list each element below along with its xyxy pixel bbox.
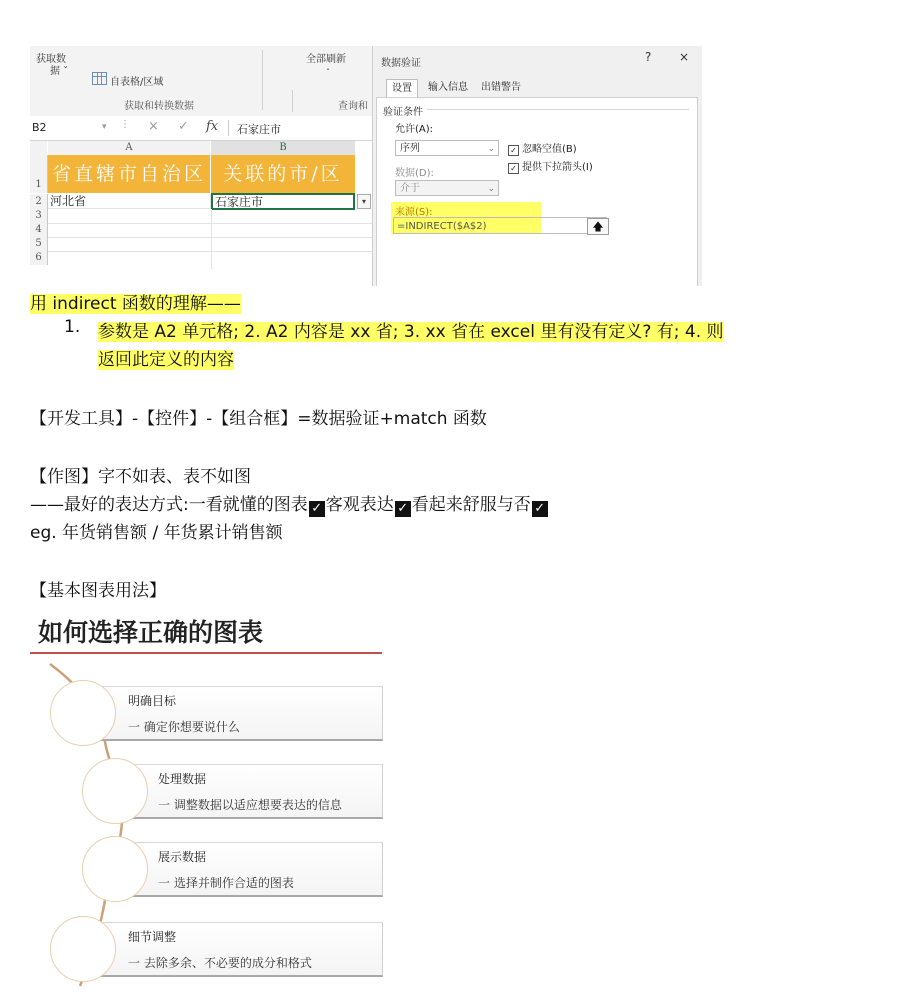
- excel-screenshot: [30, 46, 702, 286]
- enter-icon[interactable]: ✓: [178, 119, 189, 134]
- settings-panel: [376, 97, 698, 286]
- name-box[interactable]: B2: [32, 121, 47, 134]
- row-header-4[interactable]: 4: [30, 223, 48, 237]
- worksheet-grid: [30, 141, 372, 286]
- data-select-value: 介于: [400, 183, 420, 194]
- from-table-button[interactable]: 自表格/区域: [110, 77, 164, 88]
- close-icon[interactable]: ×: [679, 50, 690, 64]
- source-input[interactable]: [393, 217, 607, 234]
- table-icon: [92, 72, 107, 85]
- guide-title: 如何选择正确的图表: [38, 618, 264, 647]
- ignore-blank-label: 忽略空值(B): [522, 144, 577, 155]
- column-header-a[interactable]: A: [48, 141, 210, 156]
- criteria-label: 验证条件: [383, 107, 423, 118]
- chart-guide-steps: [30, 660, 382, 990]
- basic-usage-note: 【基本图表用法】: [30, 581, 166, 601]
- guide-title-rule: [30, 652, 382, 654]
- checkmark-icon: ✓: [532, 501, 548, 517]
- source-label: 来源(S):: [395, 207, 433, 218]
- cell-dropdown-icon[interactable]: ▾: [357, 194, 371, 209]
- gridline: [48, 237, 372, 238]
- row-header-3[interactable]: 3: [30, 209, 48, 223]
- step-4-title: 细节调整: [128, 930, 177, 944]
- data-select: [395, 180, 499, 196]
- data-validation-dialog: [372, 46, 702, 286]
- row-header-1[interactable]: 1: [30, 155, 48, 193]
- indirect-title-text: 用 indirect 函数的理解——: [30, 294, 241, 314]
- step-3-subtitle: 一 选择并制作合适的图表: [158, 876, 294, 890]
- indirect-line-1: [98, 317, 724, 342]
- formula-bar: [30, 116, 372, 141]
- step-circle-2: [82, 758, 148, 824]
- indirect-line-2-text: 返回此定义的内容: [98, 350, 234, 370]
- tab-settings[interactable]: 设置: [386, 79, 418, 98]
- allow-select-value: 序列: [400, 143, 420, 154]
- tab-input-message[interactable]: 输入信息: [428, 82, 468, 93]
- cell-b2[interactable]: 石家庄市: [211, 193, 355, 210]
- collapse-dialog-icon[interactable]: 🡅: [587, 218, 609, 235]
- cell-b1[interactable]: 关联的市/区: [211, 155, 356, 193]
- checkbox-checked-icon: ✓: [508, 163, 519, 174]
- formula-divider: [228, 120, 229, 136]
- row-header-6[interactable]: 6: [30, 251, 48, 265]
- chart-header-note: 【作图】字不如表、表不如图: [30, 467, 251, 487]
- excel-ribbon: [30, 46, 372, 117]
- best-expression-part-2: 客观表达: [325, 495, 394, 515]
- tab-error-alert[interactable]: 出错警告: [481, 82, 521, 93]
- group-divider: [427, 109, 689, 110]
- gridline: [48, 223, 372, 224]
- step-circle-4: [50, 916, 116, 982]
- step-1-title: 明确目标: [128, 694, 177, 708]
- row-header-5[interactable]: 5: [30, 237, 48, 251]
- indirect-item-number: 1.: [64, 317, 81, 337]
- cell-a1[interactable]: 省直辖市自治区: [48, 155, 211, 193]
- step-1-subtitle: 一 确定你想要说什么: [128, 720, 240, 734]
- gridline: [48, 251, 372, 252]
- source-input-value: =INDIRECT($A$2): [397, 221, 487, 232]
- chevron-down-icon: ⌄: [487, 144, 495, 154]
- ribbon-divider: [292, 90, 293, 112]
- cancel-icon[interactable]: ×: [148, 119, 159, 134]
- step-4-subtitle: 一 去除多余、不必要的成分和格式: [128, 956, 312, 970]
- select-all-corner[interactable]: [30, 141, 47, 156]
- column-header-b[interactable]: B: [211, 141, 355, 157]
- help-icon[interactable]: ?: [645, 50, 652, 64]
- indirect-line-1-text: 参数是 A2 单元格; 2. A2 内容是 xx 省; 3. xx 省在 excel 里有没有定义? 有; 4. 则: [98, 322, 724, 342]
- ignore-blank-checkbox[interactable]: [508, 140, 577, 156]
- indirect-title: [30, 289, 241, 314]
- chevron-down-icon: ⌄: [487, 184, 495, 194]
- eg-note: eg. 年货销售额 / 年货累计销售额: [30, 523, 283, 543]
- combo-box-note: 【开发工具】-【控件】-【组合框】=数据验证+match 函数: [30, 409, 487, 429]
- allow-label: 允许(A):: [395, 124, 434, 135]
- get-data-button-label2[interactable]: 据 ˇ: [50, 66, 69, 77]
- checkmark-icon: ✓: [309, 501, 325, 517]
- cell-a2[interactable]: 河北省: [48, 194, 211, 209]
- dropdown-arrow-checkbox[interactable]: [508, 158, 593, 174]
- formula-value[interactable]: 石家庄市: [237, 123, 281, 136]
- dialog-title: 数据验证: [381, 58, 421, 69]
- step-2-title: 处理数据: [158, 772, 207, 786]
- refresh-dropdown-icon[interactable]: ˇ: [326, 68, 330, 77]
- group-get-transform-label: 获取和转换数据: [124, 101, 194, 112]
- query-group-label: 查询和: [338, 101, 368, 112]
- best-expression-part-1: ——最好的表达方式:一看就懂的图表: [30, 495, 308, 515]
- best-expression-part-3: 看起来舒服与否: [411, 495, 531, 515]
- step-circle-1: [50, 680, 116, 746]
- step-circle-3: [82, 836, 148, 902]
- row-header-2[interactable]: 2: [30, 194, 48, 209]
- checkbox-checked-icon: ✓: [508, 145, 519, 156]
- get-data-button[interactable]: 获取数: [36, 54, 66, 65]
- ribbon-divider: [262, 50, 263, 110]
- dropdown-arrow-label: 提供下拉箭头(I): [522, 162, 593, 173]
- indirect-line-2: [98, 345, 234, 370]
- name-box-dropdown-icon[interactable]: ▾: [102, 122, 107, 132]
- fx-icon[interactable]: fx: [206, 119, 219, 134]
- checkmark-icon: ✓: [395, 501, 411, 517]
- allow-select[interactable]: [395, 140, 499, 156]
- refresh-all-button[interactable]: 全部刷新: [306, 54, 346, 65]
- gridline: [211, 209, 212, 269]
- data-label: 数据(D):: [395, 168, 434, 179]
- best-expression-note: [30, 490, 549, 517]
- vertical-dots-icon: ⋮: [120, 119, 130, 130]
- step-2-subtitle: 一 调整数据以适应想要表达的信息: [158, 798, 342, 812]
- step-3-title: 展示数据: [158, 850, 207, 864]
